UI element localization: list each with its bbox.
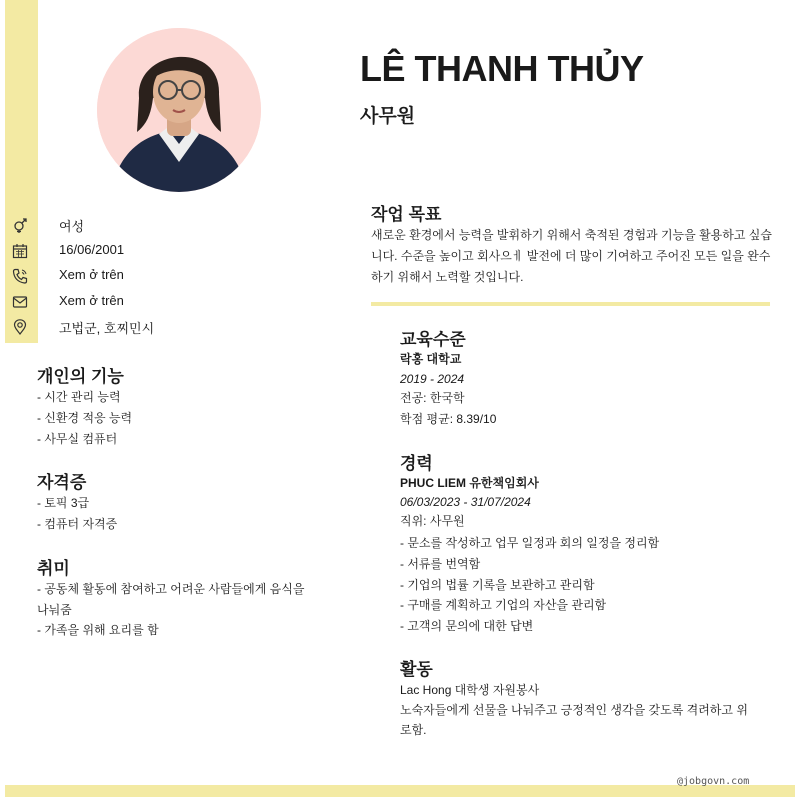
email-text: Xem ở trên <box>59 293 124 308</box>
activity-description: 노숙자들에게 선물을 나눠주고 긍정적인 생각을 갖도록 격려하고 위 <box>400 703 748 717</box>
skill-item: - 신환경 적응 능력 <box>37 411 133 425</box>
objective-heading: 작업 목표 <box>371 205 442 224</box>
company-name: PHUC LIEM 유한책임회사 <box>400 476 539 490</box>
education-period: 2019 - 2024 <box>400 372 465 386</box>
contact-phone <box>0 264 330 289</box>
skill-item: - 사무실 컴퓨터 <box>37 432 118 446</box>
experience-position: 직위: 사무원 <box>400 514 465 528</box>
location-icon <box>12 319 28 335</box>
email-icon <box>12 294 28 310</box>
phone-text: Xem ở trên <box>59 267 124 282</box>
certificate-item: - 토픽 3급 <box>37 496 90 510</box>
objective-text: 새로운 환경에서 능력을 발휘하기 위해서 축적된 경험과 기능을 활용하고 싶습니다. 수준을 높이고 회사으ㅔ 발전에 더 많이 기여하고 주어진 모든 일을 완수하기 위해서 노력할 것입니다. <box>371 228 772 284</box>
profile-photo <box>97 28 261 192</box>
duty-item: - 구매를 계획하고 기업의 자산을 관리함 <box>400 598 607 612</box>
education-major: 전공: 한국학 <box>400 391 465 405</box>
contact-gender <box>0 213 330 238</box>
gender-text: 여성 <box>59 219 85 234</box>
hobbies-heading: 취미 <box>37 559 70 578</box>
skills-heading: 개인의 기능 <box>37 367 124 386</box>
phone-icon <box>12 268 28 284</box>
watermark: @jobgovn.com <box>677 776 750 787</box>
section-divider <box>371 302 770 306</box>
candidate-name: LÊ THANH THỦY <box>360 48 644 89</box>
activity-org: Lac Hong 대학생 자원봉사 <box>400 683 540 697</box>
skill-item: - 시간 관리 능력 <box>37 390 121 404</box>
duty-item: - 서류를 번역함 <box>400 557 481 571</box>
calendar-icon <box>12 243 28 259</box>
education-gpa: 학점 평균: 8.39/10 <box>400 412 497 426</box>
birthday-text: 16/06/2001 <box>59 242 125 257</box>
hobby-item: - 가족을 위해 요리를 함 <box>37 623 159 637</box>
activities-heading: 활동 <box>400 660 433 679</box>
address-text: 고법군, 호찌민시 <box>59 321 155 336</box>
education-heading: 교육수준 <box>400 330 466 349</box>
certificates-heading: 자격증 <box>37 473 87 492</box>
activity-description-continued: 로함. <box>400 723 427 737</box>
duty-item: - 고객의 문의에 대한 답변 <box>400 619 534 633</box>
certificate-item: - 컴퓨터 자격증 <box>37 517 118 531</box>
contact-birthday <box>0 239 330 264</box>
avatar <box>97 28 261 192</box>
hobby-item-continued: 나눠줌 <box>37 603 72 617</box>
school-name: 락홍 대학교 <box>400 352 462 366</box>
duty-item: - 기업의 법률 기록을 보관하고 관리함 <box>400 578 595 592</box>
experience-heading: 경력 <box>400 454 433 473</box>
contact-email <box>0 290 330 315</box>
experience-period: 06/03/2023 - 31/07/2024 <box>400 495 531 509</box>
job-title: 사무원 <box>360 106 416 127</box>
contact-address <box>0 315 330 340</box>
hobby-item: - 공동체 활동에 참여하고 어려운 사람들에게 음식을 <box>37 582 305 596</box>
duty-item: - 문소를 작성하고 업무 일정과 회의 일정을 정리함 <box>400 536 660 550</box>
gender-icon <box>12 217 28 233</box>
